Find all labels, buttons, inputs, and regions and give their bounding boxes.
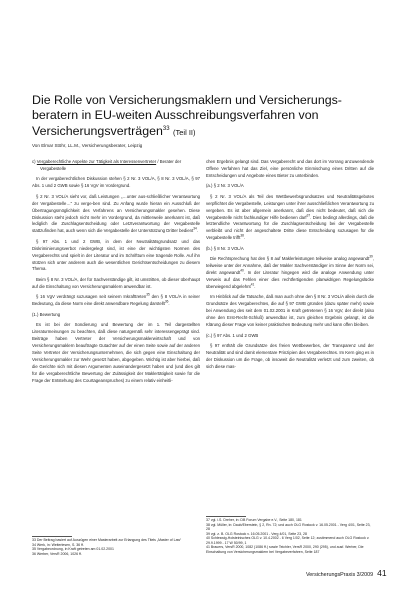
- subheading-b: (b.) § 8 Nr. 3 VOL/A: [206, 245, 244, 251]
- paragraph-text: , teilweise unter der Annahme, daß der Makler Sachverständiger im Sinne der Norm sei, direkt angewandt: [206, 256, 374, 276]
- footnote-ref[interactable]: 38: [240, 233, 244, 238]
- title-part-label: (Teil II): [173, 128, 196, 138]
- paragraph-text: den § 8 VOL/A in seiner Bedeutung, da diese Norm eine direkt anwendbare Regelung darstellt: [32, 294, 200, 307]
- footnote-ref[interactable]: 35: [146, 292, 150, 297]
- page-number: 41: [377, 568, 387, 578]
- footnote-ref[interactable]: 36: [164, 299, 169, 304]
- footnote: 34 Werk, in: Weiterlesen, S. 36 ff.: [32, 542, 84, 547]
- paragraph: Die Rechtsprechung hat den § 8 auf Maklerleistungen teilweise analog angewandt$^{39}$, teilweise unter der Annahme, daß der Makler Sachverständiger im Sinne der Norm sei, direkt angewandt$^{40}$. In der Literatur hingegen wird die analoge Anwendung unter Verweis auf das Fehlen einer dies rechtfertigenden planwidrigen Regelungslücke überwiegend abgelehnt$^{41}$.: [206, 254, 374, 289]
- section-heading-c: [32, 159, 200, 173]
- article-title: [32, 93, 377, 141]
- paragraph: § 97 Abs. 1 und 2 GWB, in dem der Neutralitätsgrundsatz und das Diskriminierungsverbot niedergelegt sind, ist eine der wichtigsten Normen des Vergaberechts und spielt in der Literatur und im Schrifttum eine tragende Rolle. Auf ihn stützen sich unter anderem auch die wesentlichen Gerichtsentscheidungen zu diesem Thema.: [32, 238, 200, 272]
- title-footnote-ref[interactable]: 33: [162, 126, 170, 133]
- title-main: Die Rolle von Versicherungsmaklern und Versicherungs-beratern in EU-weiten Ausschreibungsverfahren von Versicherungsverträgen: [32, 93, 342, 139]
- footnote: 33 Der Beitrag basiert auf Auszügen einer Masterarbeit zur Erlangung des Titels „Master of Law“: [32, 538, 182, 542]
- footnote-divider: [32, 536, 72, 537]
- journal-name: VersicherungsPraxis 3/2009: [306, 572, 374, 578]
- paragraph-text: § 2 Nr. 3 VOL/A als Teil des Wettbewerbsgrundsatzes und Neutralitätsgebotes verpflichtet die Vergabestelle, Leistungen unter ihrer ausschließlichen Verantwortung zu vergeben. Es ist aber allgemein anerkannt, daß dies nicht bedeutet, daß sich die Vergabestelle nicht fachkundiger Hilfe bedienen darf: [206, 193, 374, 220]
- left-footnotes: [32, 538, 200, 556]
- footnote-ref[interactable]: 39: [369, 254, 373, 259]
- footnote-ref[interactable]: 41: [250, 282, 255, 287]
- section-title: Vergaberechtliche Aspekte zur Tätigkeit als Interessenvertreter: [36, 159, 157, 164]
- footnote-ref[interactable]: 34: [193, 226, 197, 231]
- paragraph: chen Ergebnis gelangt sind. Das Vergaberecht und das dort im Vorrang anzuwendende Offene Verfahren hat das Ziel, eine persönliche Einmischung eines Dritten auf die Entscheidungen und Angebote eines Bieter zu unterbinden.: [206, 159, 374, 178]
- footnote: 41 Brauers, VersR 2000, 1082 (1086 ff.) sowie Teichler, VersR 2000, 290 (295), und ausf. Werber, Die Einschaltung von Versicherungsmaklern bei Vergabeverfahren, Seite 187: [206, 545, 364, 554]
- footnote: 39 vgl. z. B. OLG Rostock v. 16.05.2001 - Verg 4/01, Seite 23, 28: [206, 531, 307, 536]
- paragraph-text: . In der Literatur hingegen wird die analoge Anwendung unter Verweis auf das Fehlen einer dies rechtfertigenden planwidrigen Regelungslücke überwiegend abgelehnt: [206, 270, 374, 289]
- footnote: 38 vgl. Müller, in: Daub/Eberstein, § 2, Rn. 72; und auch OLG Rostock v. 16.05.2001 - Verg 4/01, Seite 23, 28: [206, 522, 371, 531]
- subheading-bewertung: (1.) Bewertung: [32, 311, 61, 317]
- left-column: [32, 159, 200, 388]
- footnote-divider: [206, 516, 246, 517]
- page-footer: [306, 568, 387, 578]
- section-label: c): [32, 159, 36, 164]
- right-column: [206, 159, 374, 374]
- paragraph-text: . Dies bedingt allerdings, daß die letztendliche Verantwortung für die Zuschlagsentscheidung bei der Vergabestelle verbleibt und nicht der angeschaltete Dritte diese Entscheidung sozusagen für die Vergabestelle trifft: [206, 214, 374, 241]
- footnote-ref[interactable]: 37: [306, 213, 311, 218]
- paragraph: Im Hinblick auf die Tatsache, daß man auch ohne den § 8 Nr. 3 VOL/A allein durch die Grundsätze des Vergaberechtes, die auf § 97 GWB gründen (dazu später mehr) sowie bei Anwendung des seit dem 01.02.2001 in Kraft getretenen § 16 VgV, der direkt (also ohne den Erst-Recht-Schluß) anwendbar ist, zum gleichen Ergebnis gelangt, ist die Klärung dieser Frage von keiner praktischen Bedeutung mehr und kann offen bleiben.: [206, 294, 374, 327]
- subheading-a: (a.) § 2 Nr. 3 VOL/A: [206, 183, 244, 189]
- footnote: 40 Schleswig-Holsteinisches OLG v. 10.4.2002 - 6 Verg 1/02, Seite 12; zustimmend auch OLG Rostock v. 29.9.1999 - 17 W 50/99, 1: [206, 536, 370, 545]
- section-title-tail: / Berater der Vergabestelle: [40, 159, 182, 171]
- subheading-c: (c.) § 97 Abs. 1 und 2 GWB: [206, 332, 259, 338]
- paragraph: § 2 Nr. 3 VOL/A sieht vor, daß Leistungen „…unter aus-schließlicher Verantwortung der Vergabestelle…“ zu verge-ben sind. Zu Anfang wurde hieran ein Ausschluß der Übertragungsmöglichkeit des Verfahrens an Versicherungsmakler gesehen. Diese Diskussion steht jedoch nicht mehr im Vordergrund, da mittlerweile anerkannt ist, daß lediglich die Zuschlagsentscheidung oder Letztverantwortung der Vergabestelle stattzufinden hat, auch wenn sich die Vergabestelle der Unterstützung Dritter bedient$^{34}$.: [32, 193, 200, 234]
- footnote-ref[interactable]: 40: [240, 268, 244, 273]
- paragraph-text: Die Rechtsprechung hat den § 8 auf Maklerleistungen teilweise analog angewandt: [210, 256, 370, 262]
- author-byline: Von Elmar Stöhr, LL.M., Versicherungsberater, Leipzig: [32, 143, 143, 148]
- footnote: 35 Vergabeordnung, in Kraft getreten am 01.02.2001: [32, 547, 114, 551]
- paragraph: § 97 enthält die Grundsätze des freien Wettbewerbes, der Transparenz und der Neutralität und sind damit elementare Prinzipien des Vergaberechtes. Im Kern ging es in der Diskussion um die Frage, ob insoweit die Neutralität verletzt und zum zweiten, ob sich diese mas-: [206, 343, 374, 369]
- right-footnotes: [206, 518, 374, 554]
- footnote: 36 Werber, VersR 2006, 1026 ff.: [32, 551, 82, 556]
- paragraph-text: § 16 VgV verdrängt sozusagen seit seinem Inkrafttreten: [36, 294, 147, 300]
- paragraph: § 16 VgV verdrängt sozusagen seit seinem Inkrafttreten$^{35}$ den § 8 VOL/A in seiner Bedeutung, da diese Norm eine direkt anwendbare Regelung darstellt$^{36}$.: [32, 292, 200, 307]
- paragraph: In der vergaberechtlichen Diskussion stehen § 2 Nr. 3 VOL/A, § 8 Nr. 3 VOL/A, § 97 Abs. 1 und 2 GWB sowie § 16 VgV im Vordergrund.: [32, 176, 200, 189]
- paragraph: § 2 Nr. 3 VOL/A als Teil des Wettbewerbsgrundsatzes und Neutralitätsgebotes verpflichtet die Vergabestelle, Leistungen unter ihrer ausschließlichen Verantwortung zu vergeben. Es ist aber allgemein anerkannt, daß dies nicht bedeutet, daß sich die Vergabestelle nicht fachkundiger Hilfe bedienen darf$^{37}$. Dies bedingt allerdings, daß die letztendliche Verantwortung für die Zuschlagsentscheidung bei der Vergabestelle verbleibt und nicht der angeschaltete Dritte diese Entscheidung sozusagen für die Vergabestelle trifft$^{38}$.: [206, 193, 374, 241]
- paragraph: Beim § 8 Nr. 3 VOL/A, der für Sachverständige gilt, ist umstritten, ob dieser überhaupt auf die Einschaltung von Versicherungsmaklern anwendbar ist.: [32, 276, 200, 289]
- paragraph-text: § 2 Nr. 3 VOL/A sieht vor, daß Leistungen „…unter aus-schließlicher Verantwortung der Vergabestelle…“ zu verge-ben sind. Zu Anfang wurde hieran ein Ausschluß der Übertragungsmöglichkeit des Verfahrens an Versicherungsmakler gesehen. Diese Diskussion steht jedoch nicht mehr im Vordergrund, da mittlerweile anerkannt ist, daß lediglich die Zuschlagsentscheidung oder Letztverantwortung der Vergabestelle stattzufinden hat, auch wenn sich die Vergabestelle der Unterstützung Dritter bedient: [32, 193, 200, 234]
- footnote: 37 vgl. i.S. Dreher, in: DB Forum Vergabe e.V., Seite 180, 181: [206, 518, 302, 522]
- paragraph: Es ist bei der Sondierung und Bewertung der im 1. Teil dargestellten Literaturmeinungen zu beachten, daß diese naturgemäß sehr interessengeprägt sind. Beiträge haben Vertreter der Versicherungsmaklerwirtschaft und von Versicherungsmaklern beauftragte Gutachter auf der einen Seite sowie auf der anderen Seite Vertreter der Versicherungsunternehmen, die sich gegen eine Einschaltung der Versicherungsmakler zur Wehr gesetzt haben, abgegeben. Wichtig ist aber hierbei, daß die Gerichte sich mit diesen Argumenten auseinandergesetzt haben und (und dies gilt für die vergaberechtliche Bewertung der Zulässigkeit der Maklertätigkeit sowie für die Frage der Entstehung des Courtageanspruches) zu einem relativ einheitli-: [32, 322, 200, 383]
